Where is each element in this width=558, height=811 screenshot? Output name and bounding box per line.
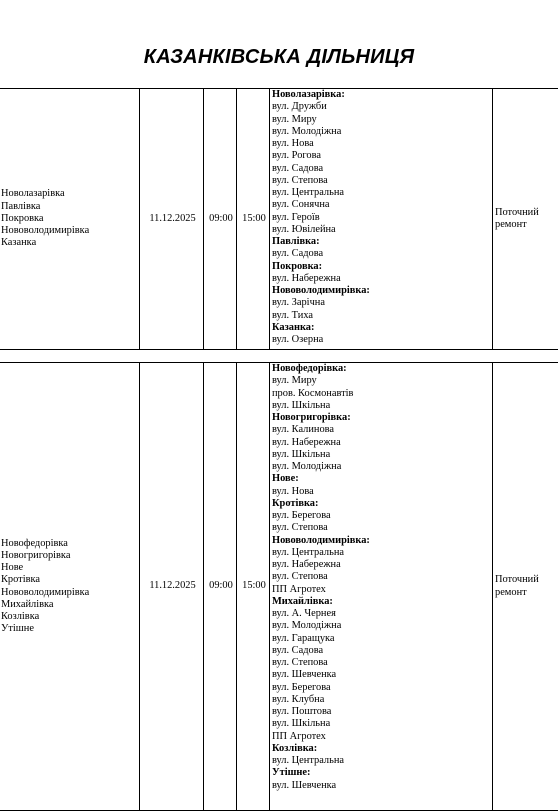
- street-item: вул. Шкільна: [272, 400, 492, 412]
- street-item: вул. Дружби: [272, 101, 492, 113]
- street-item: вул. Тиха: [272, 310, 492, 322]
- street-item: вул. Рогова: [272, 150, 492, 162]
- settlement-name: Нововолодимирівка: [1, 587, 139, 599]
- end-time-cell: 15:00: [237, 89, 270, 350]
- street-item: вул. Гаращука: [272, 633, 492, 645]
- settlement-name: Кротівка: [1, 574, 139, 586]
- street-item: вул. Ювілейна: [272, 224, 492, 236]
- settlement-name: Новогригорівка: [1, 550, 139, 562]
- settlement-heading: Новогригорівка:: [272, 412, 492, 424]
- street-item: вул. Степова: [272, 657, 492, 669]
- settlement-heading: Новофедорівка:: [272, 363, 492, 375]
- streets-cell: [270, 363, 493, 811]
- settlements-cell: [0, 363, 140, 811]
- outage-table-1: [0, 88, 558, 350]
- street-item: ПП Агротех: [272, 731, 492, 743]
- street-item: вул. Садова: [272, 645, 492, 657]
- street-item: вул. Поштова: [272, 706, 492, 718]
- street-item: вул. Садова: [272, 248, 492, 260]
- outage-table-2: [0, 362, 558, 811]
- page-title: КАЗАНКІВСЬКА ДІЛЬНИЦЯ: [0, 46, 558, 69]
- work-type-text: ремонт: [495, 219, 558, 231]
- street-item: вул. Нова: [272, 486, 492, 498]
- settlement-name: Покровка: [1, 213, 139, 225]
- start-time-cell: 09:00: [204, 363, 237, 811]
- street-item: вул. Набережна: [272, 559, 492, 571]
- end-time-cell: 15:00: [237, 363, 270, 811]
- street-item: вул. А. Чернея: [272, 608, 492, 620]
- table-row: [0, 363, 558, 811]
- settlement-heading: Новолазарівка:: [272, 89, 492, 101]
- street-item: вул. Степова: [272, 522, 492, 534]
- street-item: вул. Центральна: [272, 187, 492, 199]
- work-type-cell: [493, 363, 558, 811]
- work-type-text: Поточний: [495, 207, 558, 219]
- work-type-text: ремонт: [495, 587, 558, 599]
- street-item: вул. Молодіжна: [272, 461, 492, 473]
- work-type-text: Поточний: [495, 574, 558, 586]
- settlement-heading: Нововолодимирівка:: [272, 285, 492, 297]
- settlement-name: Нововолодимирівка: [1, 225, 139, 237]
- street-item: вул. Степова: [272, 571, 492, 583]
- date-cell: 11.12.2025: [140, 89, 204, 350]
- street-item: вул. Молодіжна: [272, 126, 492, 138]
- street-item: вул. Степова: [272, 175, 492, 187]
- street-item: вул. Зарічна: [272, 297, 492, 309]
- street-item: вул. Берегова: [272, 682, 492, 694]
- street-item: ПП Агротех: [272, 584, 492, 596]
- street-item: вул. Миру: [272, 114, 492, 126]
- settlement-heading: Нове:: [272, 473, 492, 485]
- street-item: вул. Шевченка: [272, 669, 492, 681]
- streets-cell: [270, 89, 493, 350]
- settlements-cell: [0, 89, 140, 350]
- settlement-heading: Казанка:: [272, 322, 492, 334]
- settlement-name: Павлівка: [1, 201, 139, 213]
- settlement-name: Новолазарівка: [1, 188, 139, 200]
- street-item: вул. Садова: [272, 163, 492, 175]
- street-item: вул. Миру: [272, 375, 492, 387]
- street-item: вул. Набережна: [272, 437, 492, 449]
- settlement-heading: Павлівка:: [272, 236, 492, 248]
- start-time-cell: 09:00: [204, 89, 237, 350]
- street-item: вул. Центральна: [272, 547, 492, 559]
- settlement-name: Михайлівка: [1, 599, 139, 611]
- settlement-heading: Михайлівка:: [272, 596, 492, 608]
- street-item: вул. Центральна: [272, 755, 492, 767]
- settlement-heading: Утішне:: [272, 767, 492, 779]
- street-item: вул. Шевченка: [272, 780, 492, 792]
- settlement-heading: Покровка:: [272, 261, 492, 273]
- settlement-name: Утішне: [1, 623, 139, 635]
- settlement-heading: Кротівка:: [272, 498, 492, 510]
- street-item: вул. Озерна: [272, 334, 492, 346]
- street-item: вул. Шкільна: [272, 718, 492, 730]
- street-item: вул. Молодіжна: [272, 620, 492, 632]
- date-cell: 11.12.2025: [140, 363, 204, 811]
- work-type-cell: [493, 89, 558, 350]
- table-row: [0, 89, 558, 350]
- settlement-name: Новофедорівка: [1, 538, 139, 550]
- settlement-heading: Нововолодимирівка:: [272, 535, 492, 547]
- street-item: вул. Берегова: [272, 510, 492, 522]
- settlement-name: Козлівка: [1, 611, 139, 623]
- settlement-name: Казанка: [1, 237, 139, 249]
- settlement-name: Нове: [1, 562, 139, 574]
- street-item: вул. Героїв: [272, 212, 492, 224]
- street-item: вул. Шкільна: [272, 449, 492, 461]
- street-item: вул. Нова: [272, 138, 492, 150]
- settlement-heading: Козлівка:: [272, 743, 492, 755]
- street-item: вул. Клубна: [272, 694, 492, 706]
- street-item: пров. Космонавтів: [272, 388, 492, 400]
- street-item: вул. Сонячна: [272, 199, 492, 211]
- street-item: вул. Калинова: [272, 424, 492, 436]
- street-item: вул. Набережна: [272, 273, 492, 285]
